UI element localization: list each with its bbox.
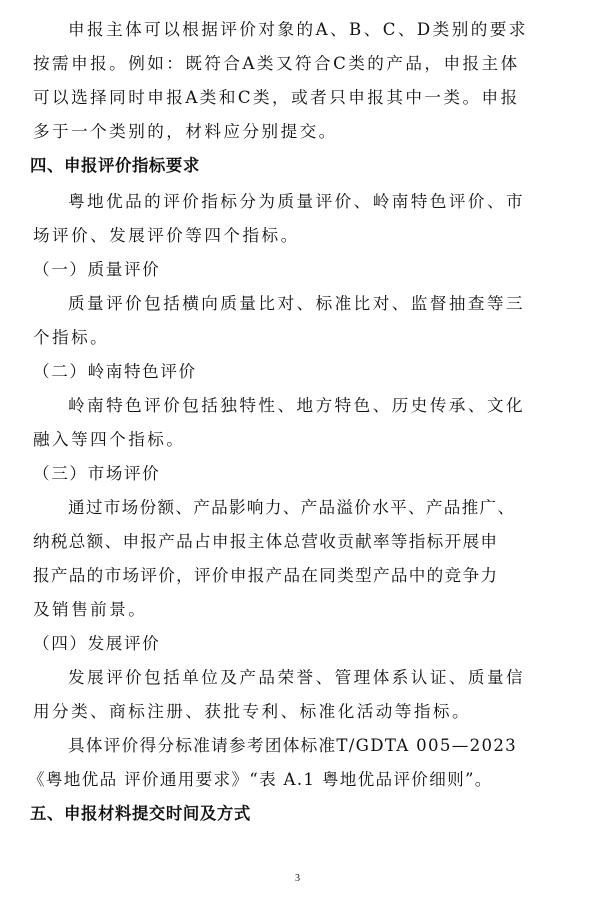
paragraph-line: 报产品的市场评价，评价申报产品在同类型产品中的竞争力 [33, 566, 499, 585]
paragraph-line: 岭南特色评价包括独特性、地方特色、历史传承、文化 [68, 396, 526, 415]
subsection-heading: （四）发展评价 [33, 634, 161, 653]
section-heading: 五、申报材料提交时间及方式 [30, 804, 251, 823]
paragraph-line: 申报主体可以根据评价对象的A、B、C、D类别的要求 [68, 20, 528, 39]
paragraph-line: 个指标。 [33, 328, 110, 347]
paragraph-line: 多于一个类别的，材料应分别提交。 [33, 122, 338, 141]
paragraph-line: 场评价、发展评价等四个指标。 [33, 226, 300, 245]
section-heading: 四、申报评价指标要求 [30, 156, 200, 175]
paragraph-line: 通过市场份额、产品影响力、产品溢价水平、产品推广、 [68, 498, 516, 517]
subsection-heading: （二）岭南特色评价 [33, 362, 197, 381]
paragraph-line: 可以选择同时申报A类和C类，或者只申报其中一类。申报 [33, 88, 520, 107]
page-number: 3 [295, 873, 300, 884]
paragraph-line: 粤地优品的评价指标分为质量评价、岭南特色评价、市 [68, 192, 526, 211]
paragraph-line: 用分类、商标注册、获批专利、标准化活动等指标。 [33, 702, 472, 721]
paragraph-line: 发展评价包括单位及产品荣誉、管理体系认证、质量信 [68, 668, 526, 687]
paragraph-line: 质量评价包括横向质量比对、标准比对、监督抽查等三 [68, 294, 526, 313]
paragraph-line: 按需申报。例如：既符合A类又符合C类的产品，申报主体 [33, 54, 520, 73]
paragraph-line: 融入等四个指标。 [33, 430, 186, 449]
paragraph-line: 纳税总额、申报产品占申报主体总营收贡献率等指标开展申 [33, 532, 499, 551]
subsection-heading: （三）市场评价 [33, 464, 161, 483]
subsection-heading: （一）质量评价 [33, 260, 161, 279]
paragraph-line: 《粤地优品 评价通用要求》“表 A.1 粤地优品评价细则”。 [28, 770, 493, 789]
paragraph-line: 及销售前景。 [33, 600, 148, 619]
paragraph-line: 具体评价得分标准请参考团体标准T/GDTA 005—2023 [68, 736, 518, 755]
